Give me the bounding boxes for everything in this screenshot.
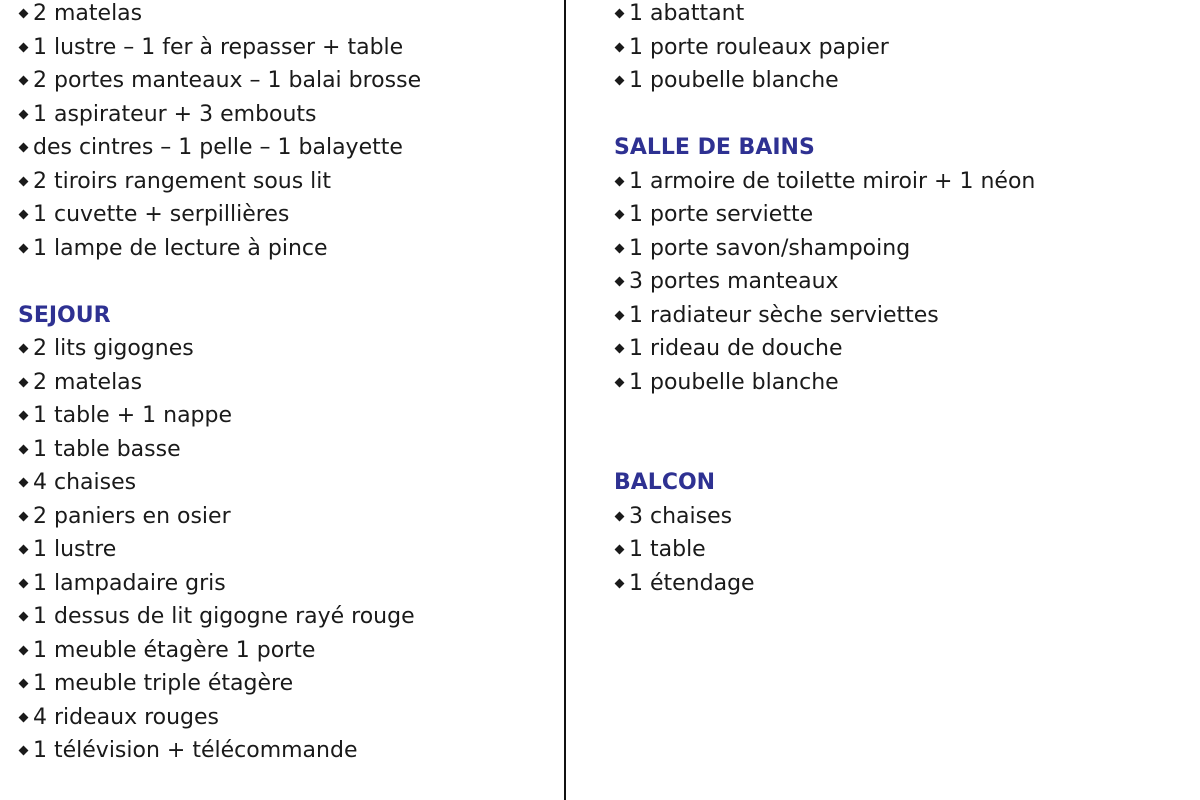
diamond-bullet-icon [19, 612, 29, 622]
item-text: 1 table basse [33, 436, 181, 462]
item-text: 1 meuble triple étagère [33, 671, 294, 696]
diamond-bullet-icon [19, 210, 29, 220]
item-text: 1 cuvette + serpillières [33, 202, 290, 227]
item-text: 1 lampe de lecture à pince [33, 235, 328, 261]
list-item [18, 98, 558, 132]
item-text: 4 chaises [33, 470, 137, 495]
section-gap [18, 265, 558, 299]
diamond-bullet-icon [19, 545, 29, 555]
list-item [18, 734, 558, 768]
list-item [614, 533, 1184, 567]
item-text: 1 armoire de toilette miroir + 1 néon [629, 168, 1036, 194]
list-item [614, 299, 1184, 333]
diamond-bullet-icon [615, 310, 625, 320]
diamond-bullet-icon [615, 377, 625, 387]
section-gap [614, 399, 1184, 433]
list-item [18, 198, 558, 232]
right-column [614, 0, 1184, 600]
diamond-bullet-icon [615, 277, 625, 287]
list-item [18, 433, 558, 467]
item-text: 1 table + 1 nappe [33, 403, 233, 428]
diamond-bullet-icon [19, 712, 29, 722]
diamond-bullet-icon [19, 746, 29, 756]
item-text: 1 rideau de douche [629, 336, 843, 361]
list-item [18, 399, 558, 433]
diamond-bullet-icon [615, 243, 625, 253]
item-text: des cintres – 1 pelle – 1 balayette [33, 135, 403, 160]
item-text: 1 télévision + télécommande [33, 738, 358, 763]
list-item [614, 500, 1184, 534]
diamond-bullet-icon [19, 176, 29, 186]
item-text: 2 matelas [33, 1, 143, 26]
list-item [18, 131, 558, 165]
item-text: 1 table [629, 537, 706, 562]
salle-de-bains-heading: SALLE DE BAINS [614, 135, 815, 160]
list-item [614, 567, 1184, 601]
balcon-heading: BALCON [614, 470, 716, 495]
list-item [18, 31, 558, 65]
diamond-bullet-icon [19, 344, 29, 354]
item-text: 2 matelas [33, 369, 143, 395]
diamond-bullet-icon [615, 176, 625, 186]
item-text: 2 paniers en osier [33, 503, 231, 529]
sejour-heading: SEJOUR [18, 302, 111, 328]
list-item [614, 198, 1184, 232]
list-item [614, 366, 1184, 400]
item-text: 3 chaises [629, 503, 733, 529]
list-item [18, 634, 558, 668]
item-text: 2 lits gigognes [33, 336, 194, 361]
item-text: 1 poubelle blanche [629, 68, 839, 93]
section-gap [614, 433, 1184, 467]
diamond-bullet-icon [19, 76, 29, 86]
diamond-bullet-icon [19, 42, 29, 52]
list-item [614, 31, 1184, 65]
list-item [614, 332, 1184, 366]
item-text: 4 rideaux rouges [33, 704, 220, 730]
list-item [18, 165, 558, 199]
diamond-bullet-icon [615, 578, 625, 588]
list-item [18, 533, 558, 567]
diamond-bullet-icon [19, 377, 29, 387]
list-item [614, 265, 1184, 299]
list-item [18, 0, 558, 31]
list-item [18, 600, 558, 634]
diamond-bullet-icon [615, 344, 625, 354]
item-text: 1 radiateur sèche serviettes [629, 302, 939, 328]
item-text: 1 lampadaire gris [33, 570, 226, 596]
diamond-bullet-icon [19, 9, 29, 19]
item-text: 2 portes manteaux – 1 balai brosse [33, 68, 422, 93]
salle-de-bains-section [614, 131, 1184, 399]
diamond-bullet-icon [615, 210, 625, 220]
diamond-bullet-icon [19, 243, 29, 253]
list-item [18, 64, 558, 98]
diamond-bullet-icon [19, 109, 29, 119]
diamond-bullet-icon [19, 411, 29, 421]
diamond-bullet-icon [19, 444, 29, 454]
item-text: 1 aspirateur + 3 embouts [33, 101, 317, 127]
item-text: 1 lustre – 1 fer à repasser + table [33, 34, 404, 60]
diamond-bullet-icon [615, 76, 625, 86]
diamond-bullet-icon [615, 511, 625, 521]
item-text: 3 portes manteaux [629, 269, 839, 294]
item-text: 1 porte rouleaux papier [629, 34, 889, 60]
item-text: 1 abattant [629, 1, 745, 26]
sejour-section [18, 299, 558, 768]
diamond-bullet-icon [19, 143, 29, 153]
diamond-bullet-icon [19, 511, 29, 521]
left-top-list [18, 0, 558, 265]
diamond-bullet-icon [19, 679, 29, 689]
item-text: 1 poubelle blanche [629, 369, 839, 395]
left-column [18, 0, 558, 768]
list-item [18, 567, 558, 601]
list-item [18, 701, 558, 735]
diamond-bullet-icon [19, 478, 29, 488]
item-text: 2 tiroirs rangement sous lit [33, 168, 332, 194]
list-item [18, 232, 558, 266]
diamond-bullet-icon [19, 578, 29, 588]
section-gap [614, 98, 1184, 132]
diamond-bullet-icon [615, 545, 625, 555]
column-divider [564, 0, 566, 800]
item-text: 1 meuble étagère 1 porte [33, 637, 316, 663]
list-item [18, 366, 558, 400]
item-text: 1 porte serviette [629, 202, 814, 227]
item-text: 1 lustre [33, 537, 117, 562]
item-text: 1 porte savon/shampoing [629, 235, 911, 261]
right-top-list [614, 0, 1184, 98]
list-item [614, 232, 1184, 266]
diamond-bullet-icon [615, 42, 625, 52]
balcon-section [614, 466, 1184, 600]
list-item [18, 332, 558, 366]
list-item [614, 64, 1184, 98]
item-text: 1 étendage [629, 570, 755, 596]
diamond-bullet-icon [615, 9, 625, 19]
list-item [18, 500, 558, 534]
diamond-bullet-icon [19, 645, 29, 655]
item-text: 1 dessus de lit gigogne rayé rouge [33, 604, 415, 629]
list-item [18, 667, 558, 701]
list-item [614, 165, 1184, 199]
list-item [614, 0, 1184, 31]
list-item [18, 466, 558, 500]
